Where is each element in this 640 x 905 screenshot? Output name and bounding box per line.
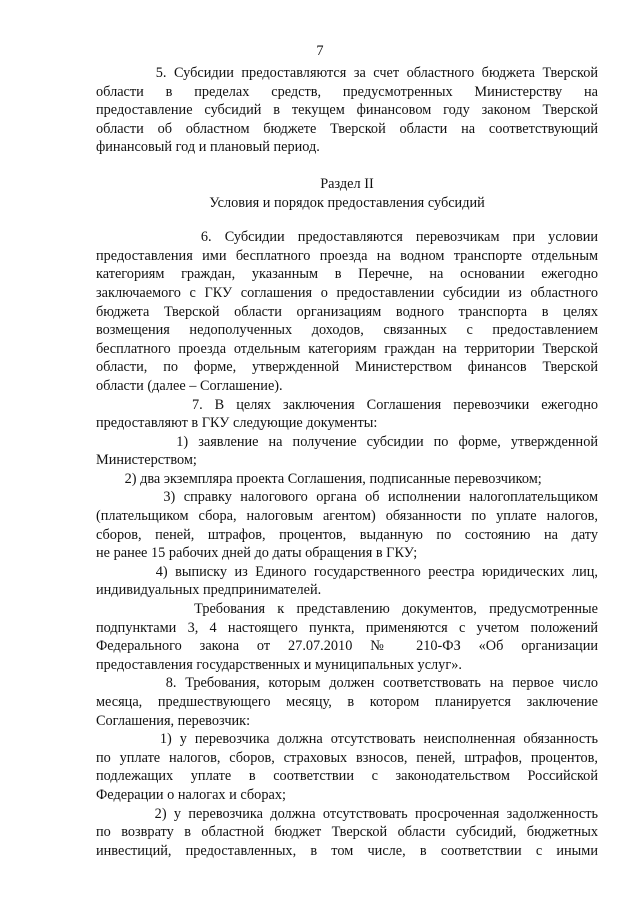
text-line: 7. В целях заключения Соглашения перевозчики ежегодно <box>96 396 598 413</box>
text-line: не ранее 15 рабочих дней до даты обращения в ГКУ; <box>96 545 418 562</box>
text-line: 8. Требования, которым должен соответствовать на первое число <box>96 675 598 692</box>
section-title: Условия и порядок предоставления субсидий <box>209 194 485 211</box>
text-line: 5. Субсидии предоставляются за счет областного бюджета Тверской <box>96 65 598 81</box>
paragraph-7 <box>96 396 598 675</box>
page-number: 7 <box>316 43 324 59</box>
text-line: Требования к представлению документов, предусмотренные <box>96 601 598 618</box>
text-line: области в пределах средств, предусмотренных Министерству на <box>96 83 598 100</box>
paragraph-5 <box>96 64 598 157</box>
text-line: сборов, пеней, штрафов, процентов, выданную по состоянию на дату <box>96 526 598 543</box>
text-line: Федерации о налогах и сборах; <box>96 786 286 803</box>
text-line: предоставление субсидий в текущем финансовом году законом Тверской <box>96 102 598 119</box>
text-line: 2) у перевозчика должна отсутствовать просроченная задолженность <box>96 805 598 822</box>
document-body <box>96 64 598 860</box>
text-line: 4) выписку из Единого государственного реестра юридических лиц, <box>96 563 598 580</box>
text-line: возмещения недополученных доходов, связанных с предоставлением <box>96 322 598 339</box>
text-line: по возврату в областной бюджет Тверской области субсидий, бюджетных <box>96 824 598 841</box>
text-line: 3) справку налогового органа об исполнении налогоплательщиком <box>96 489 598 506</box>
text-line: подлежащих уплате в соответствии с законодательством Российской <box>96 768 598 785</box>
text-line: Федерального закона от 27.07.2010 № 210-ФЗ «Об организации <box>96 638 598 655</box>
text-line: Соглашения, перевозчик: <box>96 712 251 729</box>
text-line: предоставления государственных и муниципальных услуг». <box>96 656 462 673</box>
text-line: финансовый год и плановый период. <box>96 139 320 156</box>
text-line: по уплате налогов, сборов, страховых взносов, пеней, штрафов, процентов, <box>96 749 598 766</box>
text-line: Министерством; <box>96 452 197 469</box>
text-line: месяца, предшествующего месяцу, в котором планируется заключение <box>96 694 598 710</box>
text-line: бесплатного проезда отдельным категориям граждан на территории Тверской <box>96 340 598 357</box>
text-line: 6. Субсидии предоставляются перевозчикам при условии <box>96 229 598 246</box>
paragraph-8 <box>96 674 598 860</box>
text-line: бюджета Тверской области организациям водного транспорта в целях <box>96 303 598 320</box>
text-line: предоставляют в ГКУ следующие документы: <box>96 415 378 432</box>
text-line: 2) два экземпляра проекта Соглашения, подписанные перевозчиком; <box>96 470 542 487</box>
text-line: 1) у перевозчика должна отсутствовать неисполненная обязанность <box>96 731 598 748</box>
section-heading: Раздел II <box>320 175 374 192</box>
text-line: области, по форме, утвержденной Министерством финансов Тверской <box>96 359 598 376</box>
text-line: заключаемого с ГКУ соглашения о предоставлении субсидии из областного <box>96 284 598 301</box>
paragraph-6 <box>96 228 598 395</box>
text-line: области (далее – Соглашение). <box>96 377 283 394</box>
text-line: инвестиций, предоставленных, в том числе, в соответствии с иными <box>96 842 598 859</box>
text-line: области об областном бюджете Тверской области на соответствующий <box>96 120 598 137</box>
text-line: индивидуальных предпринимателей. <box>96 582 322 599</box>
text-line: предоставления ими бесплатного проезда на водном транспорте отдельным <box>96 247 598 264</box>
text-line: подпунктами 3, 4 настоящего пункта, применяются с учетом положений <box>96 619 598 636</box>
text-line: (плательщиком сбора, налоговым агентом) обязанности по уплате налогов, <box>96 508 598 525</box>
text-line: 1) заявление на получение субсидии по форме, утвержденной <box>96 433 598 450</box>
text-line: категориям граждан, указанным в Перечне, на основании ежегодно <box>96 266 598 283</box>
